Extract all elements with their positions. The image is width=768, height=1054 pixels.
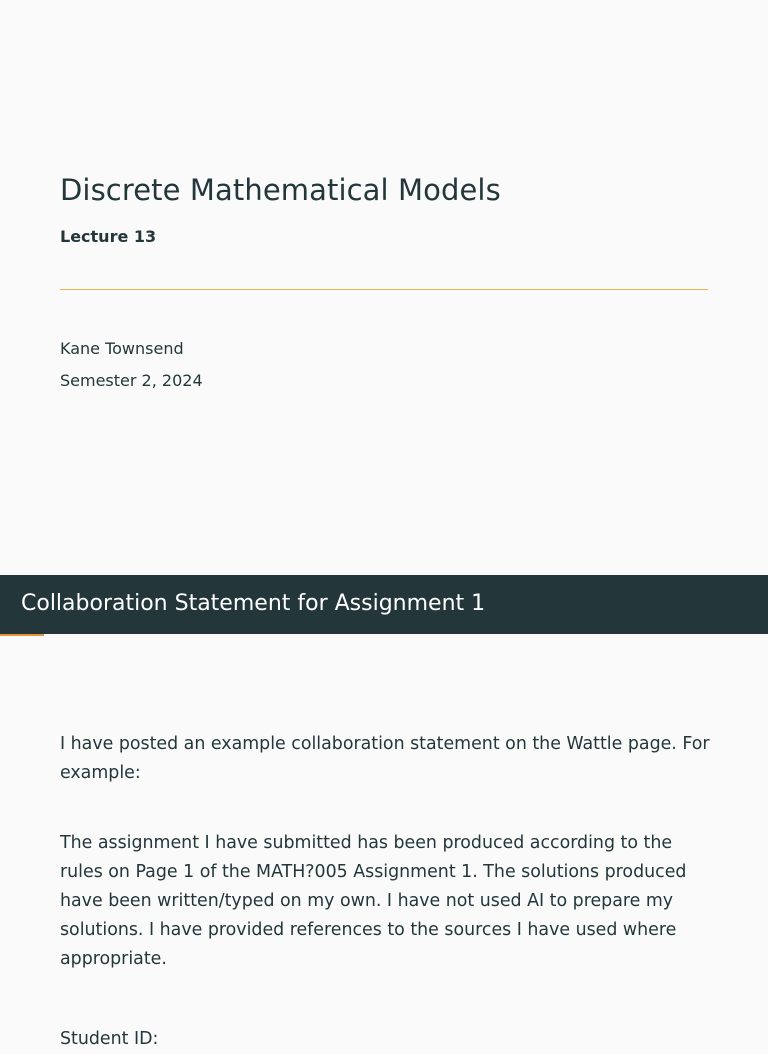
title-divider	[60, 289, 708, 290]
content-slide	[0, 575, 768, 1049]
collaboration-statement-paragraph: The assignment I have submitted has been produced according to the rules on Page 1 of the MATH?005 Assignment 1. The solutions produced have been written/typed on my own. I have not used AI to prepare my solutions. I have provided references to the sources I have used where appropriate.	[60, 833, 687, 969]
student-id-label: Student ID:	[60, 1029, 159, 1049]
frame-body	[60, 730, 715, 1054]
progress-bar	[0, 634, 44, 636]
deck-date: Semester 2, 2024	[60, 371, 203, 390]
frame-header	[0, 575, 768, 634]
frame-title: Collaboration Statement for Assignment 1	[21, 591, 486, 616]
intro-paragraph: I have posted an example collaboration statement on the Wattle page. For example:	[60, 734, 710, 783]
deck-subtitle: Lecture 13	[60, 227, 157, 246]
deck-title: Discrete Mathematical Models	[60, 173, 501, 207]
deck-author: Kane Townsend	[60, 339, 184, 358]
